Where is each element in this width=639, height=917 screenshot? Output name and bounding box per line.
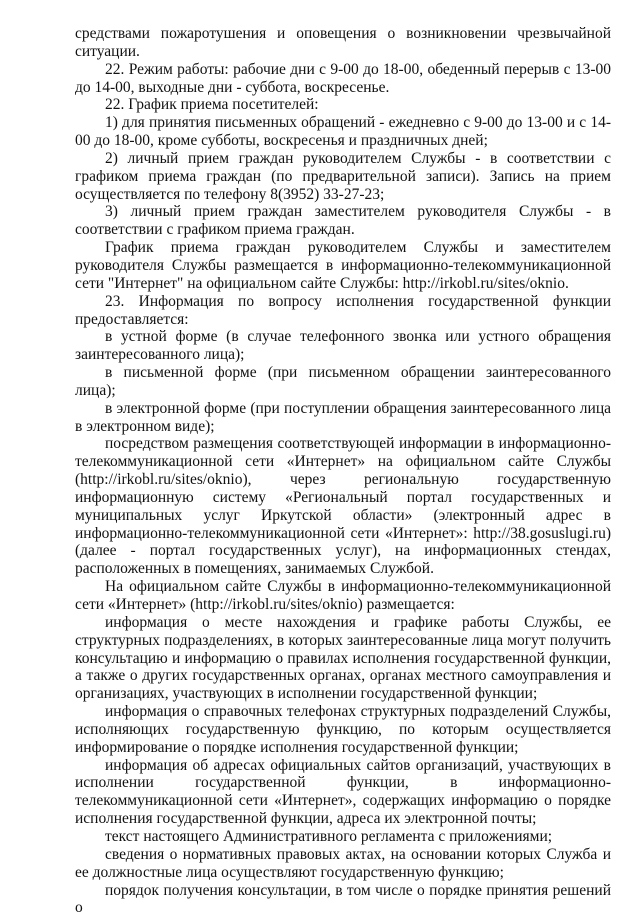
list-item-publication: посредством размещения соответствующей информации в информационно-телекоммуникационной сети «Интернет» на официальном сайте Службы (http://irkobl.ru/sites/oknio), через региональную государственную информационную систему «Региональный портал государственных и муниципальных услуг Иркутской области» (электронный адрес в информационно-телекоммуникационной сети «Интернет»: http://38.gosuslugi.ru) (далее - портал государственных услуг), на информационных стендах, расположенных в помещениях, занимаемых Службой. xyxy=(75,435,611,578)
list-item-legal-acts: сведения о нормативных правовых актах, на основании которых Служба и ее должностные лица осуществляют государственную функцию; xyxy=(75,846,611,882)
paragraph-schedule-published: График приема граждан руководителем Службы и заместителем руководителя Службы размещается в информационно-телекоммуникационной сети "Интернет" на официальном сайте Службы: http://irkobl.ru/sites/oknio. xyxy=(75,239,611,293)
list-item-phone-info: информация о справочных телефонах структурных подразделений Службы, исполняющих государственную функцию, по которым осуществляется информирование о порядке исполнения государственной функции; xyxy=(75,703,611,757)
list-item-oral-form: в устной форме (в случае телефонного звонка или устного обращения заинтересованного лица); xyxy=(75,328,611,364)
list-item-regulation-text: текст настоящего Административного регламента с приложениями; xyxy=(75,828,611,846)
paragraph-work-schedule: 22. Режим работы: рабочие дни с 9-00 до 18-00, обеденный перерыв с 13-00 до 14-00, выходные дни - суббота, воскресенье. xyxy=(75,61,611,97)
list-item-electronic-form: в электронной форме (при поступлении обращения заинтересованного лица в электронном виде); xyxy=(75,400,611,436)
list-item-location-info: информация о месте нахождения и графике работы Службы, ее структурных подразделениях, в которых заинтересованные лица могут получить консультацию и информацию о правилах исполнения государственной функции, а также о других государственных органах, органах местного самоуправления и организациях, участвующих в исполнении государственной функции; xyxy=(75,614,611,703)
paragraph-information-provision: 23. Информация по вопросу исполнения государственной функции предоставляется: xyxy=(75,293,611,329)
list-item-website-addresses: информация об адресах официальных сайтов организаций, участвующих в исполнении государственной функции, в информационно-телекоммуникационной сети «Интернет», содержащих информацию о порядке исполнения государственной функции, адреса их электронной почты; xyxy=(75,757,611,828)
paragraph-deputy-reception: 3) личный прием граждан заместителем руководителя Службы - в соответствии с графиком приема граждан. xyxy=(75,203,611,239)
paragraph-visitor-schedule-heading: 22. График приема посетителей: xyxy=(75,96,611,114)
paragraph-fire-safety-continuation: средствами пожаротушения и оповещения о возникновении чрезвычайной ситуации. xyxy=(75,25,611,61)
paragraph-head-reception: 2) личный прием граждан руководителем Службы - в соответствии с графиком приема граждан (по предварительной записи). Запись на прием осуществляется по телефону 8(3952) 33-27-23; xyxy=(75,150,611,204)
document-page xyxy=(75,25,611,917)
list-item-written-form: в письменной форме (при письменном обращении заинтересованного лица); xyxy=(75,364,611,400)
paragraph-written-appeals: 1) для принятия письменных обращений - ежедневно с 9-00 до 13-00 и с 14-00 до 18-00, кроме субботы, воскресенья и праздничных дней; xyxy=(75,114,611,150)
paragraph-website-contents: На официальном сайте Службы в информационно-телекоммуникационной сети «Интернет» (http://irkobl.ru/sites/oknio) размещается: xyxy=(75,578,611,614)
list-item-consultation-procedure: порядок получения консультации, в том числе о порядке принятия решений о xyxy=(75,882,611,917)
